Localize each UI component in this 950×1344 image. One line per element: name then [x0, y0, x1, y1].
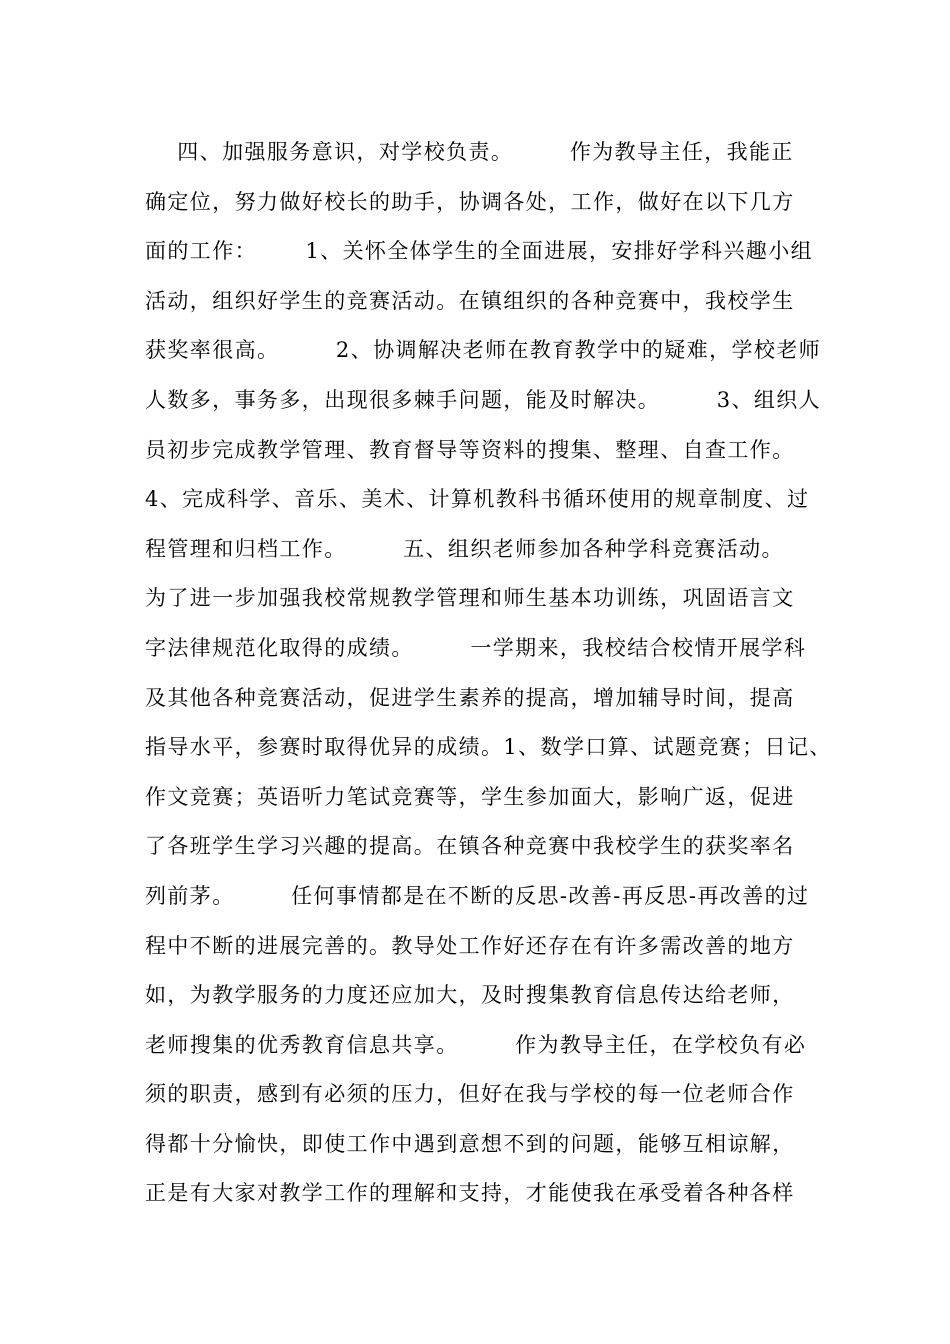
text-line: 如，为教学服务的力度还应加大，及时搜集教育信息传达给老师，	[145, 983, 795, 1008]
text-line: 人数多，事务多，出现很多棘手问题，能及时解决。 3、组织人	[145, 387, 822, 412]
text-line: 4、完成科学、音乐、美术、计算机教科书循环使用的规章制度、过	[145, 487, 810, 512]
text-line: 程中不断的进展完善的。教导处工作好还存在有许多需改善的地方	[145, 933, 795, 958]
text-line: 活动，组织好学生的竞赛活动。在镇组织的各种竞赛中，我校学生	[145, 288, 795, 313]
text-line: 了各班学生学习兴趣的提高。在镇各种竞赛中我校学生的获奖率名	[145, 834, 795, 859]
text-line: 指导水平，参赛时取得优异的成绩。1、数学口算、试题竞赛；日记、	[145, 735, 832, 760]
text-line: 得都十分愉快，即使工作中遇到意想不到的问题，能够互相谅解，	[145, 1131, 795, 1156]
text-line: 字法律规范化取得的成绩。 一学期来，我校结合校情开展学科	[145, 635, 807, 660]
text-line: 确定位，努力做好校长的助手，协调各处，工作，做好在以下几方	[145, 189, 795, 214]
text-line: 程管理和归档工作。 五、组织老师参加各种学科竞赛活动。	[145, 536, 784, 561]
text-line: 须的职责，感到有必须的压力，但好在我与学校的每一位老师合作	[145, 1082, 795, 1107]
text-line: 面的工作： 1、关怀全体学生的全面进展，安排好学科兴趣小组	[145, 239, 814, 264]
text-line: 作文竞赛；英语听力笔试竞赛等，学生参加面大，影响广返，促进	[145, 784, 795, 809]
text-line: 老师搜集的优秀教育信息共享。 作为教导主任，在学校负有必	[145, 1032, 807, 1057]
text-line: 四、加强服务意识，对学校负责。 作为教导主任，我能正	[145, 140, 794, 164]
text-line: 获奖率很高。 2、协调解决老师在教育教学中的疑难，学校老师	[145, 338, 822, 363]
body-text	[145, 128, 832, 1219]
text-line: 员初步完成教学管理、教育督导等资料的搜集、整理、自查工作。	[145, 437, 795, 462]
text-line: 正是有大家对教学工作的理解和支持，才能使我在承受着各种各样	[145, 1181, 795, 1206]
text-line: 列前茅。 任何事情都是在不断的反思-改善-再反思-再改善的过	[145, 883, 810, 908]
text-line: 为了进一步加强我校常规教学管理和师生基本功训练，巩固语言文	[145, 586, 795, 611]
text-line: 及其他各种竞赛活动，促进学生素养的提高，增加辅导时间，提高	[145, 685, 795, 710]
